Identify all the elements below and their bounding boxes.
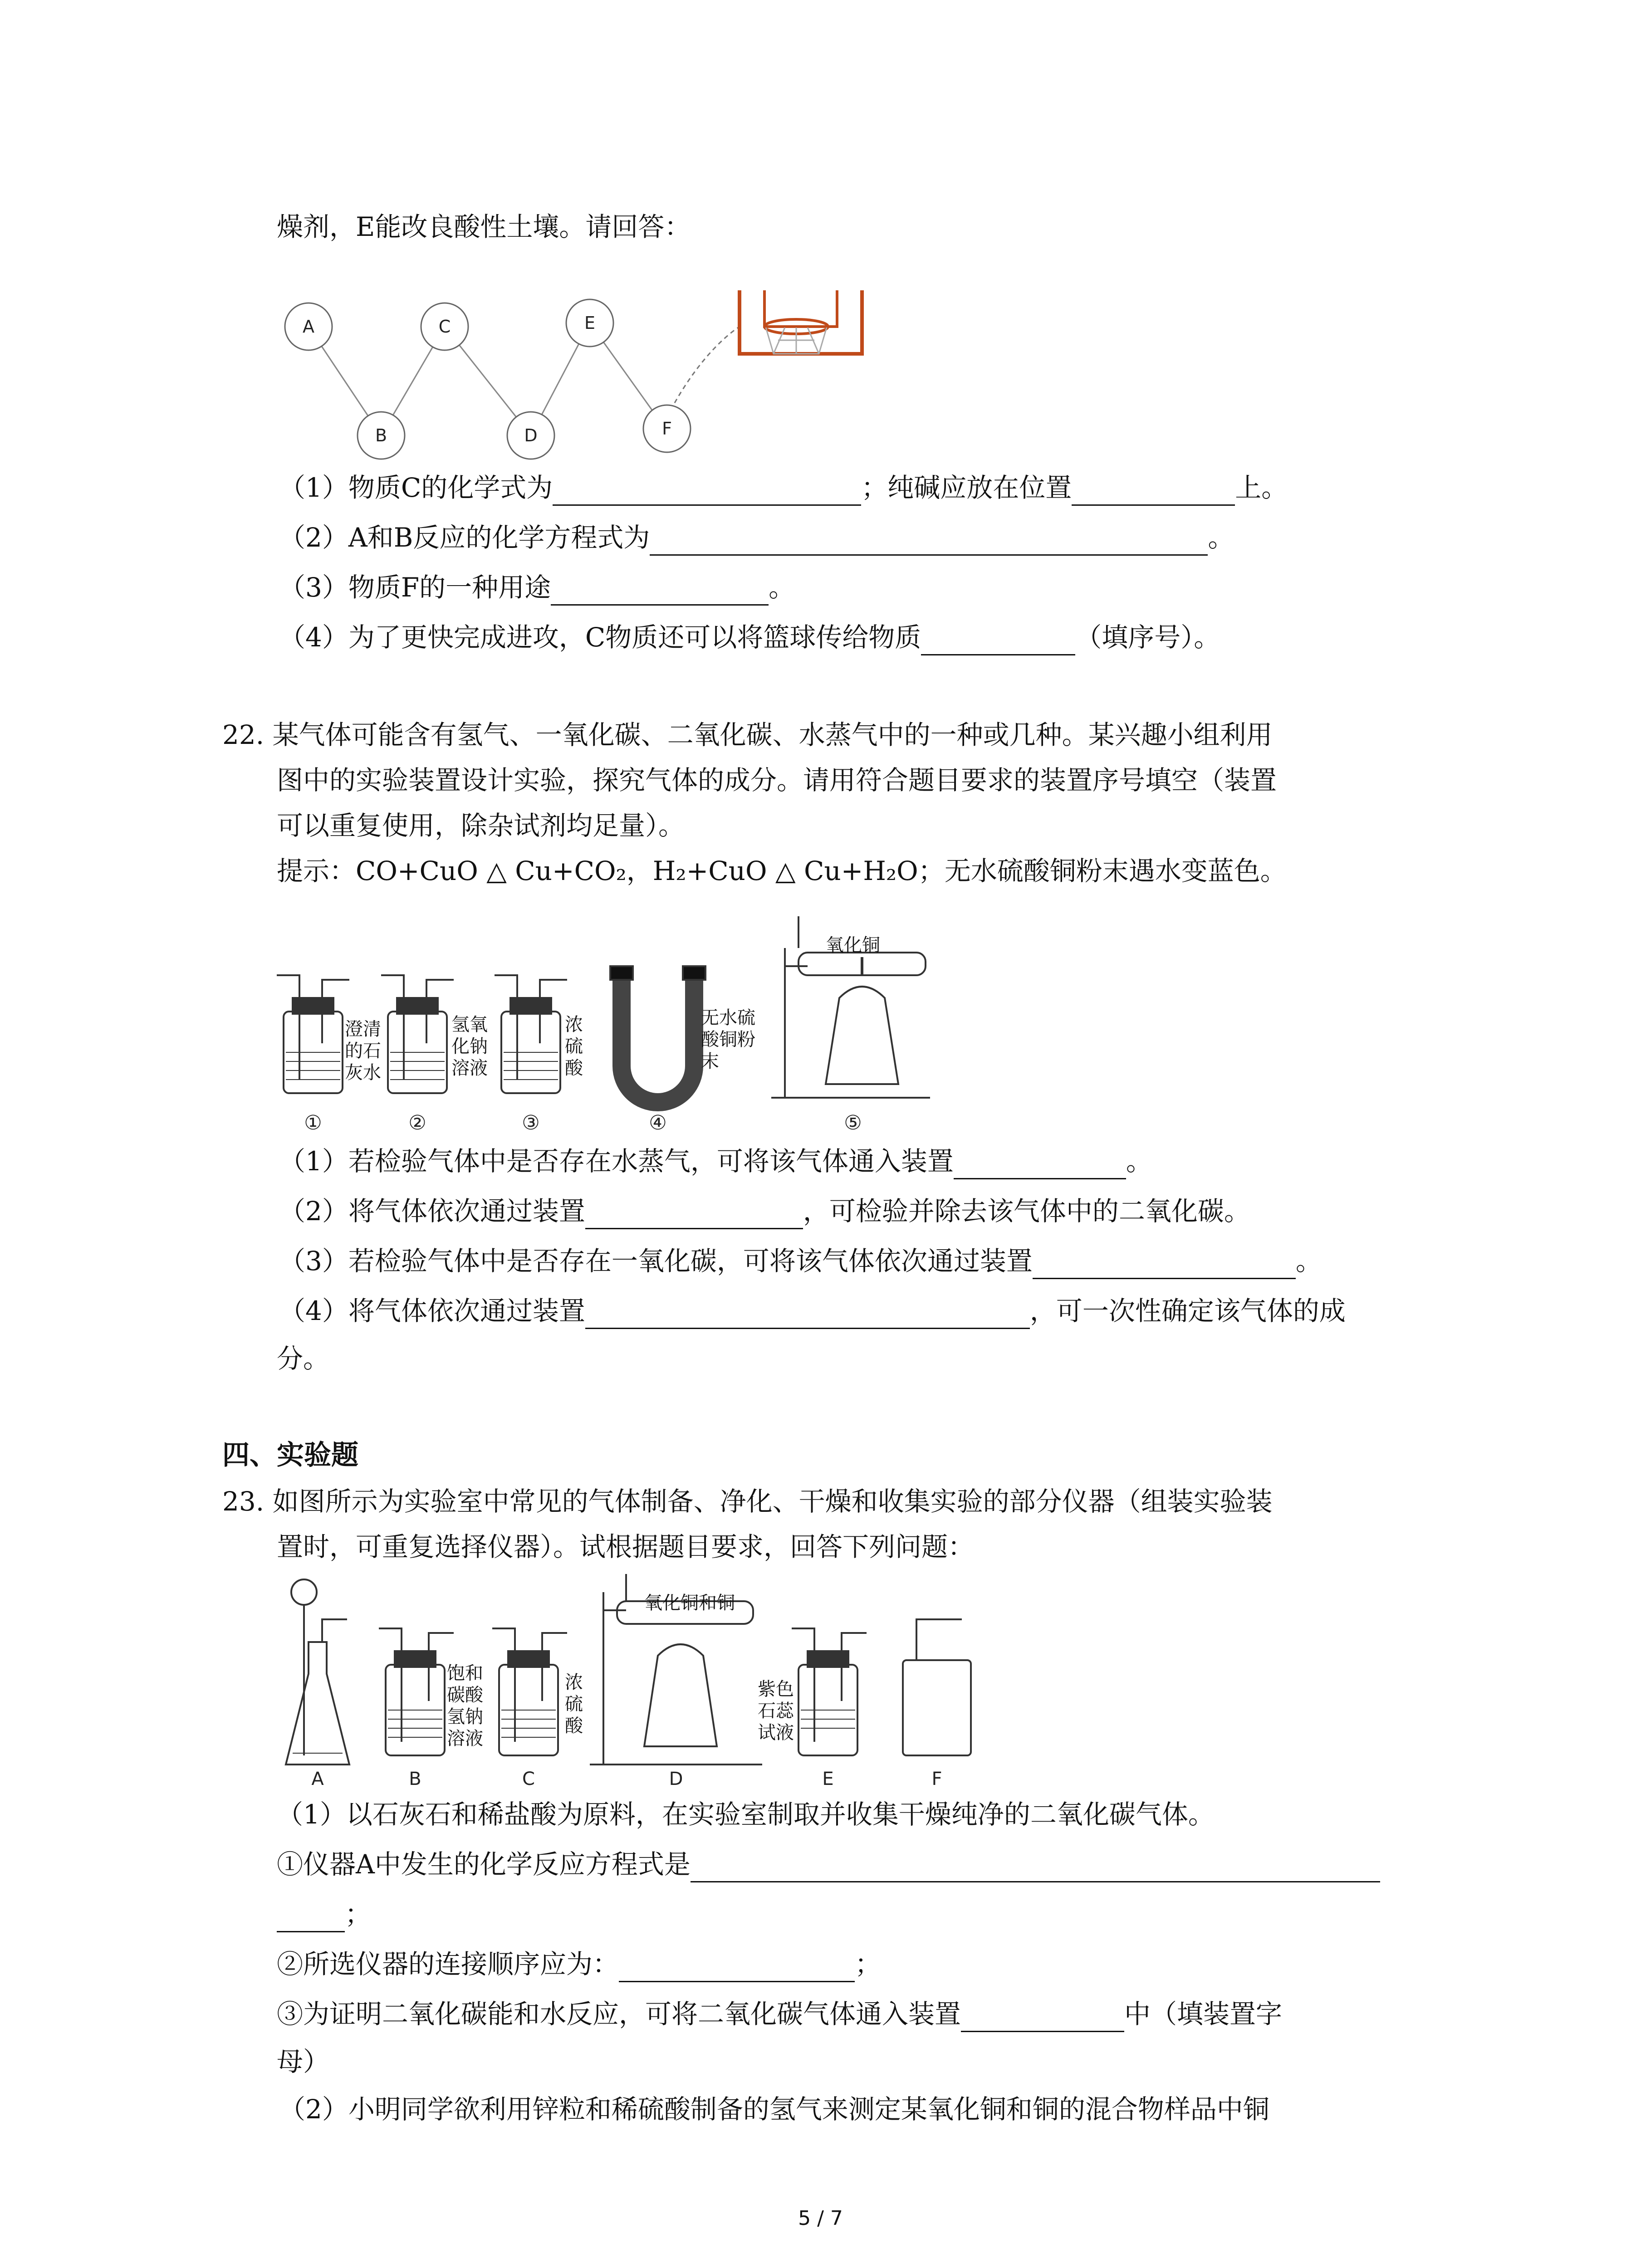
apparatus-num-4: ④ (649, 1111, 667, 1134)
label-nahco3: 饱和碳酸氢钠溶液 (447, 1663, 483, 1749)
q23-part1: （1）以石灰石和稀盐酸为原料，在实验室制取并收集干燥纯净的二氧化碳气体。 (277, 1799, 1215, 1830)
apparatus-num-3: ③ (522, 1111, 540, 1134)
section-title: 四、实验题 (222, 1439, 358, 1471)
node-label: E (584, 313, 596, 333)
q23-sub1-tail: ； (277, 1896, 371, 1932)
apparatus-letter-e: E (822, 1769, 834, 1789)
answer-blank[interactable] (585, 1202, 803, 1229)
q21-part4: （4）为了更快完成进攻，C物质还可以将篮球传给物质 （填序号）。 (279, 619, 1220, 655)
q21-chain-diagram (277, 290, 867, 463)
answer-blank[interactable] (954, 1152, 1126, 1179)
answer-blank[interactable] (619, 1955, 855, 1982)
answer-blank[interactable] (650, 528, 1208, 556)
q22-line3: 可以重复使用，除杂试剂均足量）。 (277, 810, 685, 841)
q21-part1: （1）物质C的化学式为 ；纯碱应放在位置 上。 (279, 469, 1288, 506)
node-label: B (375, 425, 387, 445)
answer-blank[interactable] (921, 628, 1075, 655)
q22-part4: （4）将气体依次通过装置 ，可一次性确定该气体的成 (279, 1293, 1346, 1329)
page-number: 5 / 7 (798, 2207, 843, 2230)
node-label: F (662, 419, 672, 439)
apparatus-letter-c: C (522, 1769, 535, 1789)
q21-part3: （3）物质F的一种用途 。 (279, 569, 795, 606)
label-h2so4: 浓硫酸 (565, 1014, 583, 1079)
apparatus-num-5: ⑤ (844, 1111, 862, 1134)
q23-line2: 置时，可重复选择仪器）。试根据题目要求，回答下列问题： (277, 1531, 975, 1562)
q23-apparatus-diagram (272, 1574, 980, 1792)
q22-line2: 图中的实验装置设计实验，探究气体的成分。请用符合题目要求的装置序号填空（装置 (277, 765, 1277, 796)
label-limewater: 澄清的石灰水 (345, 1019, 381, 1083)
q22-part2: （2）将气体依次通过装置 ，可检验并除去该气体中的二氧化碳。 (279, 1193, 1250, 1229)
q23-sub3: ③为证明二氧化碳能和水反应，可将二氧化碳气体通入装置 中（填装置字 (277, 1996, 1282, 2032)
apparatus-letter-d: D (669, 1769, 683, 1789)
q22-line1: 22. 某气体可能含有氢气、一氧化碳、二氧化碳、水蒸气中的一种或几种。某兴趣小组利用 (222, 719, 1273, 750)
node-label: C (438, 317, 451, 337)
label-naoh: 氢氧化钠溶液 (451, 1014, 488, 1079)
q21-intro-tail: 燥剂，E能改良酸性土壤。请回答： (277, 211, 691, 242)
answer-blank[interactable] (691, 1855, 1380, 1882)
q21-part2: （2）A和B反应的化学方程式为 。 (279, 519, 1234, 556)
q22-part1: （1）若检验气体中是否存在水蒸气，可将该气体通入装置 。 (279, 1143, 1152, 1179)
apparatus-letter-f: F (931, 1769, 942, 1789)
answer-blank[interactable] (961, 2004, 1124, 2032)
label-h2so4-c: 浓硫酸 (565, 1672, 583, 1736)
q23-sub3-tail: 母） (277, 2046, 330, 2077)
q23-part2: （2）小明同学欲利用锌粒和稀硫酸制备的氢气来测定某氧化铜和铜的混合物样品中铜 (279, 2094, 1269, 2125)
apparatus-num-1: ① (304, 1111, 322, 1134)
label-cuso4: 无水硫酸铜粉末 (701, 1007, 755, 1072)
label-litmus: 紫色石蕊试液 (758, 1679, 794, 1743)
apparatus-letter-a: A (311, 1769, 324, 1789)
q23-sub1: ①仪器A中发生的化学反应方程式是 (277, 1846, 1380, 1882)
answer-blank[interactable] (585, 1301, 1030, 1329)
q22-part3: （3）若检验气体中是否存在一氧化碳，可将该气体依次通过装置 。 (279, 1243, 1322, 1279)
answer-blank[interactable] (277, 1905, 345, 1932)
q22-hint: 提示：CO+CuO △ Cu+CO₂，H₂+CuO △ Cu+H₂O；无水硫酸铜粉末遇水变蓝色。 (277, 855, 1287, 886)
node-label: D (524, 425, 538, 445)
answer-blank[interactable] (553, 478, 861, 506)
answer-blank[interactable] (551, 578, 769, 606)
q23-sub2: ②所选仪器的连接顺序应为： ； (277, 1946, 881, 1982)
q22-part4-tail: 分。 (277, 1343, 330, 1374)
apparatus-letter-b: B (409, 1769, 421, 1789)
answer-blank[interactable] (1072, 478, 1235, 506)
label-cuo: 氧化铜 (826, 935, 880, 956)
apparatus-num-2: ② (408, 1111, 426, 1134)
q23-line1: 23. 如图所示为实验室中常见的气体制备、净化、干燥和收集实验的部分仪器（组装实验装 (222, 1486, 1273, 1517)
label-cuo-cu: 氧化铜和铜 (644, 1593, 735, 1613)
node-label: A (303, 317, 314, 337)
basketball-hoop-icon (740, 290, 862, 354)
answer-blank[interactable] (1033, 1251, 1296, 1279)
